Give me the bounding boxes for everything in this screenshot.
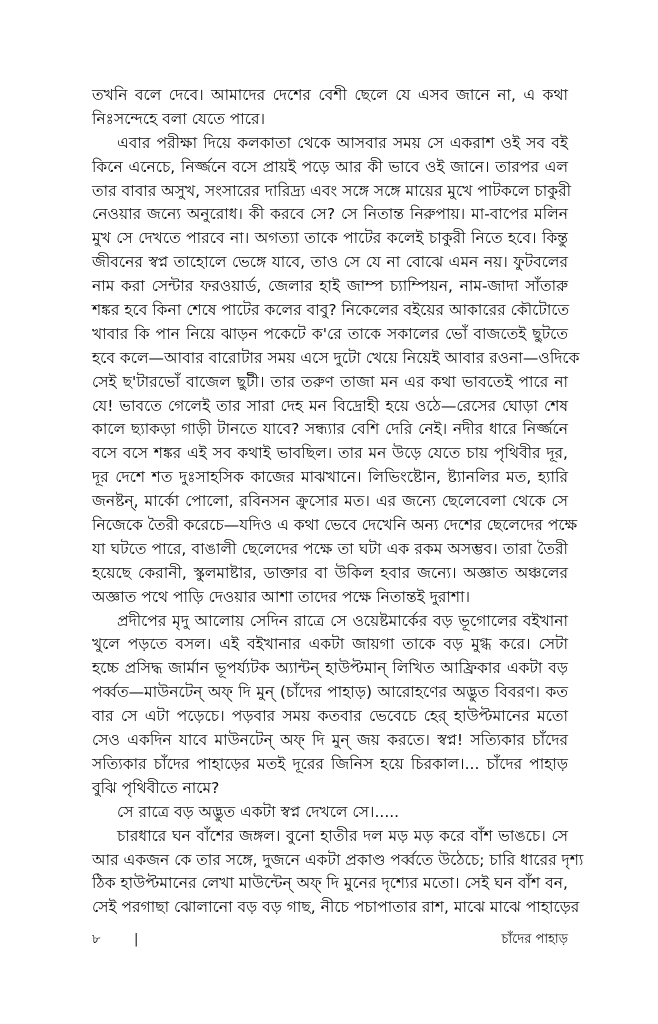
text-line: তার বাবার অসুখ, সংসারের দারিদ্র্য এবং সঙ্গে সঙ্গে মায়ের মুখে পাটকলে চাকুরী: [92, 181, 572, 200]
text-line: খুলে পড়তে বসল। এই বইখানার একটা জায়গা তাকে বড় মুগ্ধ করে। সেটা: [92, 635, 568, 654]
text-line: জীবনের স্বপ্ন তাহোলে ভেঙ্গে যাবে, তাও সে যে না বোঝে এমন নয়। ফুটবলের: [92, 253, 568, 272]
text-line: পর্ব্বত—মাউনটেন্ অফ্ দি মুন্ (চাঁদের পাহাড়) আরোহণের অদ্ভুত বিবরণ। কত: [92, 683, 568, 702]
text-line: বসে বসে শঙ্কর এই সব কথাই ভাবছিল। তার মন উড়ে যেতে চায় পৃথিবীর দূর,: [92, 444, 568, 463]
paragraph-first-line: চারধারে ঘন বাঁশের জঙ্গল। বুনো হাতীর দল মড় মড় করে বাঁশ ভাঙচে। সে: [117, 826, 568, 845]
footer-separator: |: [134, 932, 139, 947]
paragraph-first-line: সে রাত্রে বড় অদ্ভুত একটা স্বপ্ন দেখলে সে।.....: [117, 802, 400, 821]
text-line: যা ঘটতে পারে, বাঙালী ছেলেদের পক্ষে তা ঘটা এক রকম অসম্ভব। তারা তৈরী: [92, 539, 568, 558]
paragraph-first-line: এবার পরীক্ষা দিয়ে কলকাতা থেকে আসবার সময় সে একরাশ ওই সব বই: [117, 133, 568, 152]
page-body: [92, 84, 584, 920]
page-number: ৮: [92, 932, 101, 947]
page-footer: [92, 928, 568, 952]
text-line: বুঝি পৃথিবীতে নামে?: [92, 778, 220, 797]
text-line: তখনি বলে দেবে। আমাদের দেশের বেশী ছেলে যে এসব জানে না, এ কথা: [92, 86, 568, 104]
text-line: জনষ্টন্, মার্কো পোলো, রবিনসন ক্রুসোর মত। এর জন্যে ছেলেবেলা থেকে সে: [92, 492, 568, 511]
running-title: চাঁদের পাহাড়: [501, 932, 568, 947]
text-line: দূর দেশে শত দুঃসাহসিক কাজের মাঝখানে। লিভিংষ্টোন, ষ্ট্যানলির মত, হ্যারি: [92, 468, 568, 487]
text-line: নিজেকে তৈরী করেচে—যদিও এ কথা ভেবে দেখেনি অন্য দেশের ছেলেদের পক্ষে: [92, 516, 578, 535]
text-line: ঠিক হাউপ্টমানের লেখা মাউন্টেন্ অফ্ দি মুনের দৃশ্যের মতো। সেই ঘন বাঁশ বন,: [92, 874, 568, 893]
text-line: হবে কলে—আবার বারোটার সময় এসে দুটো খেয়ে নিয়েই আবার রওনা—ওদিকে: [92, 348, 580, 367]
text-line: খাবার কি পান নিয়ে ঝাড়ন পকেটে ক'রে তাকে সকালের ভোঁ বাজতেই ছুটতে: [92, 324, 568, 343]
text-line: হচ্চে প্রসিদ্ধ জার্মান ভূপর্য্যটক অ্যান্টন্ হাউপ্টমান্ লিখিত আফ্রিকার একটা বড়: [92, 659, 568, 678]
text-line: হয়েছে কেরানী, স্কুলমাষ্টার, ডাক্তার বা উকিল হবার জন্যে। অজ্ঞাত অঞ্চলের: [92, 563, 568, 582]
text-line: অজ্ঞাত পথে পাড়ি দেওয়ার আশা তাদের পক্ষে নিতান্তই দুরাশা।: [92, 587, 471, 606]
text-line: সেই পরগাছা ঝোলানো বড় বড় গাছ, নীচে পচাপাতার রাশ, মাঝে মাঝে পাহাড়ের: [92, 898, 580, 917]
text-line: যে! ভাবতে গেলেই তার সারা দেহ মন বিদ্রোহী হয়ে ওঠে—রেসের ঘোড়া শেষ: [92, 396, 568, 415]
text-line: সেই ছ'টারভোঁ বাজেল ছুটী। তার তরুণ তাজা মন এর কথা ভাবতেই পারে না: [92, 372, 568, 391]
text-line: সত্যিকার চাঁদের পাহাড়ের মতই দূরের জিনিস হয়ে চিরকাল।... চাঁদের পাহাড়: [92, 754, 568, 773]
text-line: শঙ্কর হবে কিনা শেষে পাটের কলের বাবু? নিকেলের বইয়ের আকারের কৌটোতে: [92, 301, 570, 320]
text-line: কালে ছ্যাকড়া গাড়ী টানতে যাবে? সন্ধ্যার বেশি দেরি নেই। নদীর ধারে নির্জ্জনে: [92, 420, 568, 439]
text-line: নেওয়ার জন্যে অনুরোধ। কী করবে সে? সে নিতান্ত নিরুপায়। মা-বাপের মলিন: [92, 205, 568, 224]
paragraph-first-line: প্রদীপের মৃদু আলোয় সেদিন রাত্রে সে ওয়েষ্টমার্কের বড় ভূগোলের বইখানা: [117, 611, 568, 630]
text-line: নিঃসন্দেহে বলা যেতে পারে।: [92, 109, 266, 128]
text-line: মুখ সে দেখতে পারবে না। অগত্যা তাকে পাটের কলেই চাকুরী নিতে হবে। কিন্তু: [92, 229, 568, 248]
text-line: নাম করা সেন্টার ফরওয়ার্ড, জেলার হাই জাম্প চ্যাম্পিয়ন, নাম-জাদা সাঁতারু: [92, 277, 568, 296]
text-line: আর একজন কে তার সঙ্গে, দুজনে একটা প্রকাণ্ড পর্ব্বতে উঠেচে; চারি ধারের দৃশ্য: [92, 850, 584, 869]
text-line: সেও একদিন যাবে মাউনটেন্ অফ্ দি মুন্ জয় করতে। স্বপ্ন! সত্যিকার চাঁদের: [92, 731, 568, 750]
text-line: কিনে এনেচে, নির্জ্জনে বসে প্রায়ই পড়ে আর কী ভাবে ওই জানে। তারপর এল: [92, 157, 568, 176]
text-line: বার সে এটা পড়েচে। পড়বার সময় কতবার ভেবেচে হের্ হাউপ্টমানের মতো: [92, 707, 568, 726]
